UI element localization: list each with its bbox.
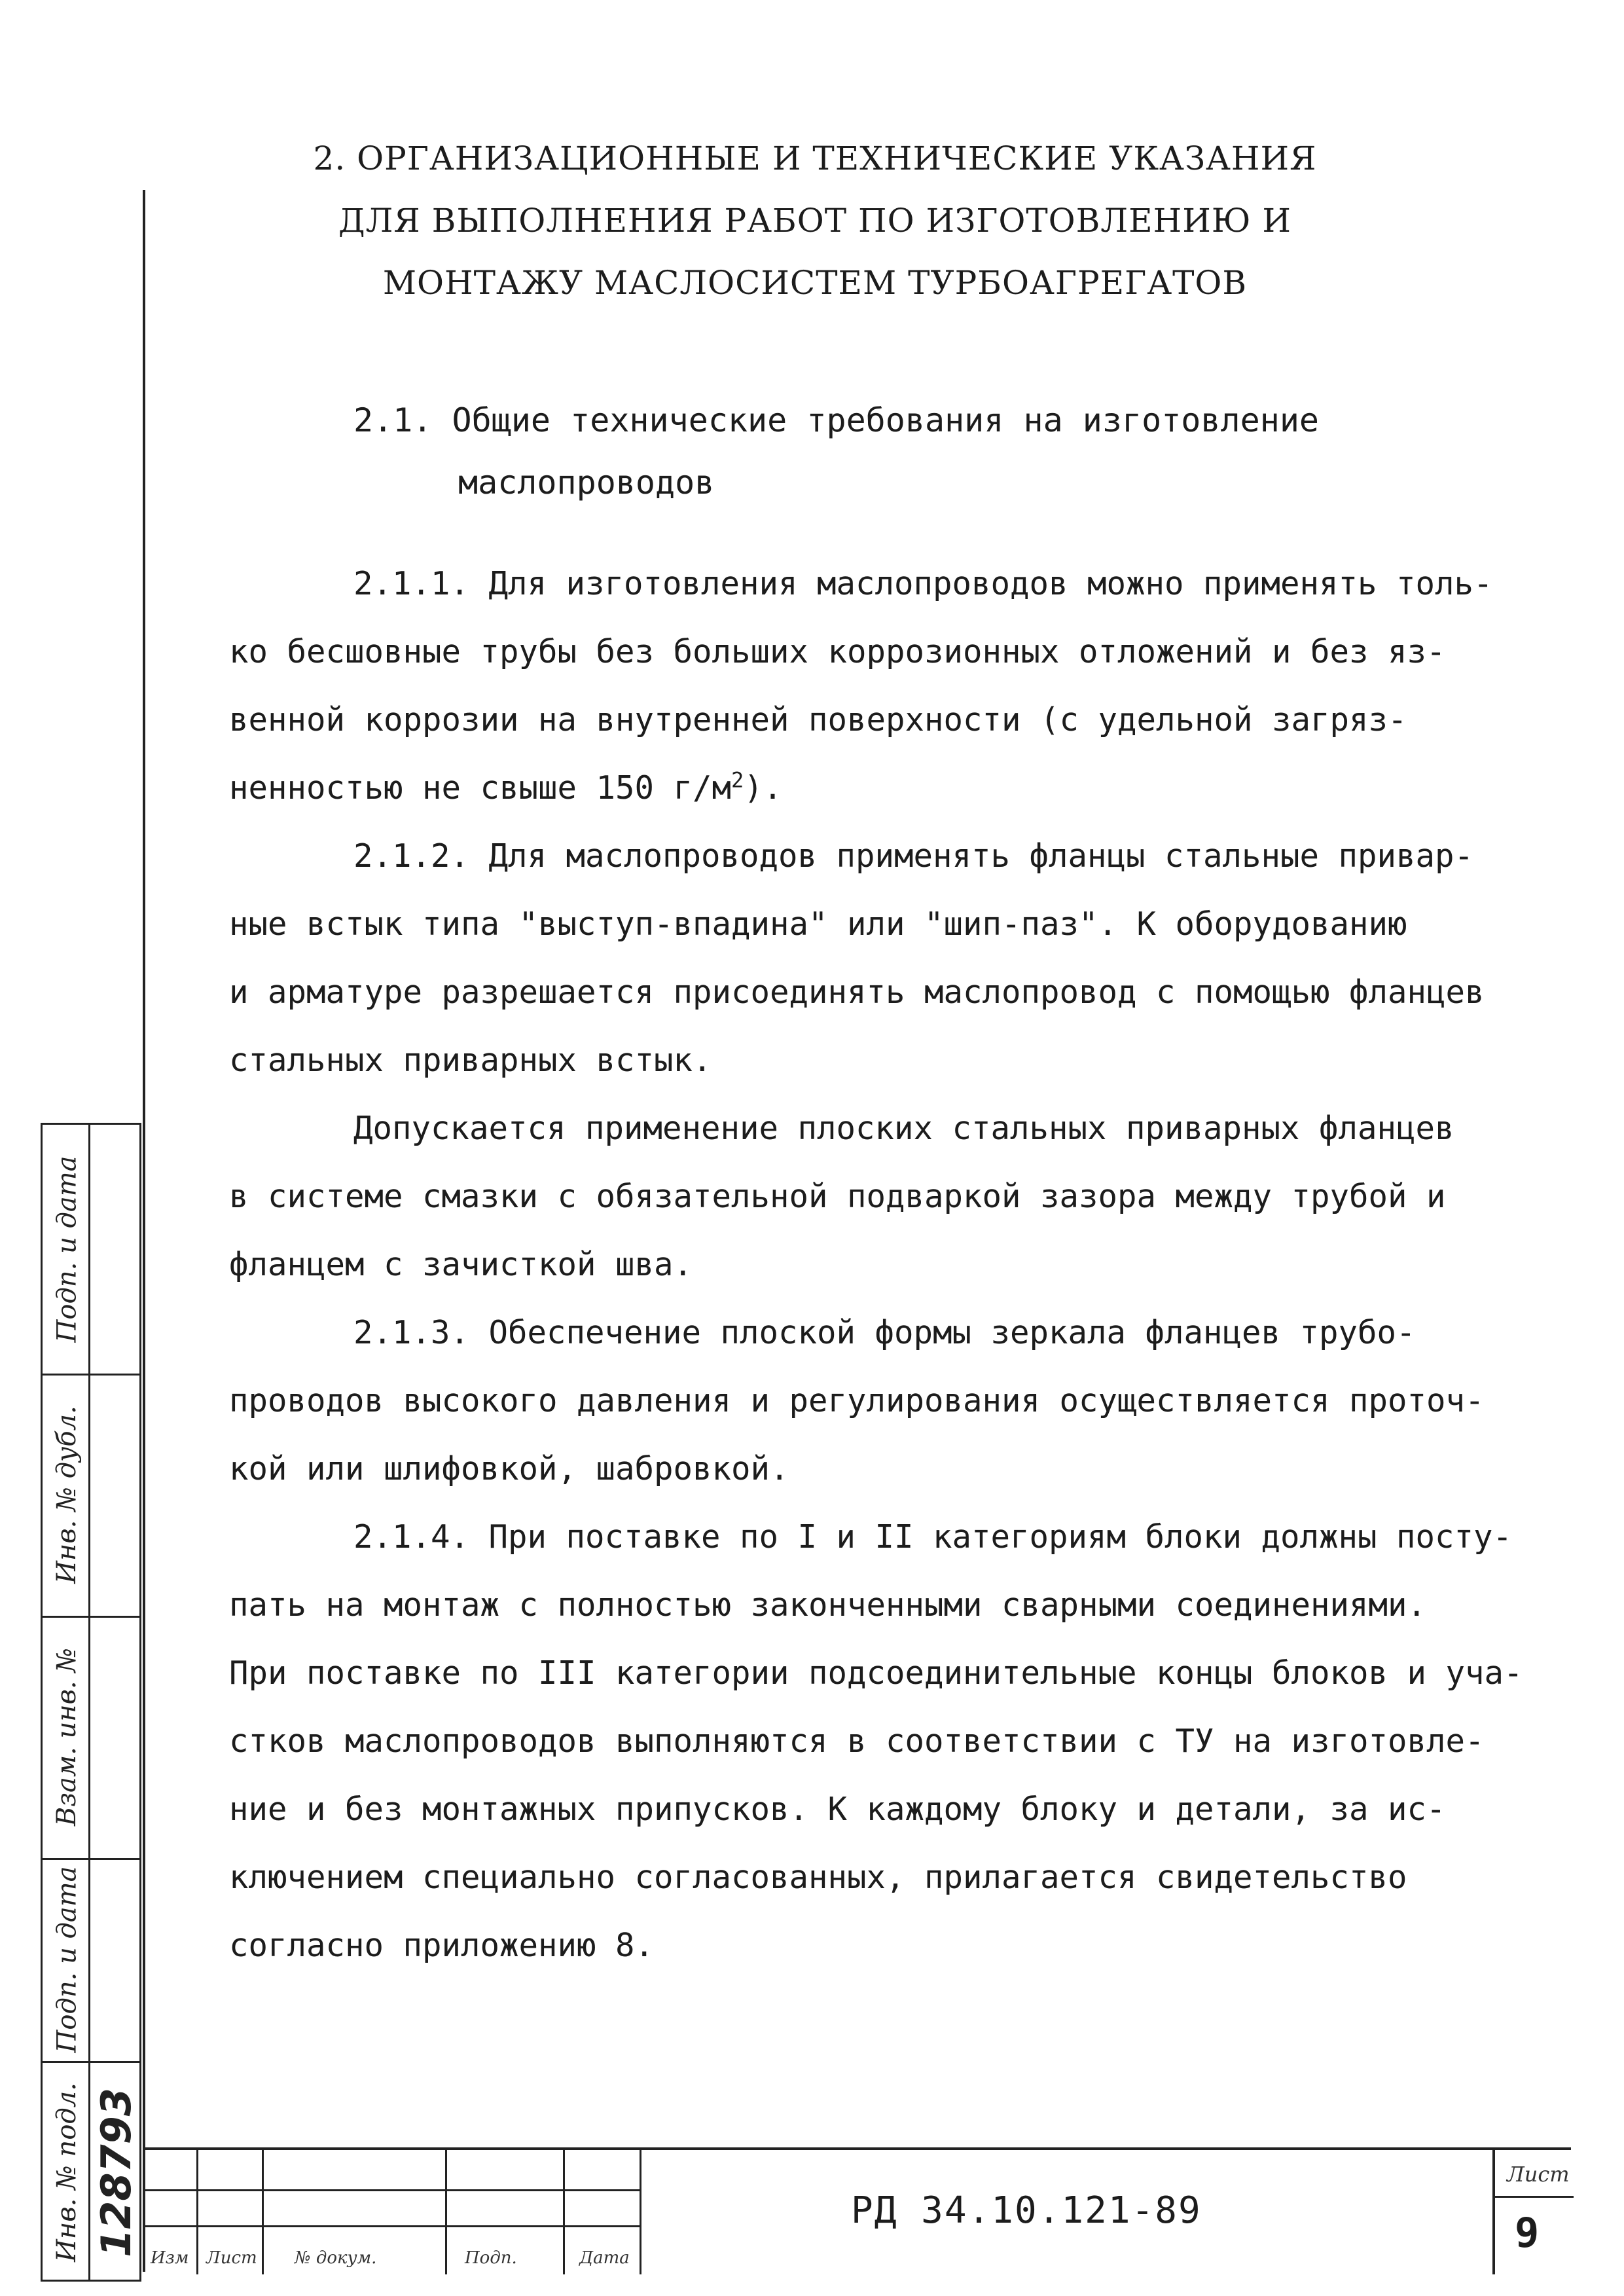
paragraph-line: 2.1.2. Для маслопроводов применять фланцы стальные привар-: [353, 837, 1474, 875]
paragraph-line: При поставке по III категории подсоединительные концы блоков и уча-: [229, 1654, 1523, 1692]
paragraph-line: [229, 754, 1538, 822]
column-label-document: № докум.: [295, 2248, 377, 2268]
stamp-label-signature-date-2: Подп. и дата: [52, 1866, 82, 2053]
paragraph-line: проводов высокого давления и регулирования осуществляется проточ-: [229, 1382, 1485, 1419]
sheet-box: [1492, 2150, 1574, 2274]
paragraph-line: ние и без монтажных припусков. К каждому блоку и детали, за ис-: [229, 1791, 1446, 1828]
stamp-label-original-inv: Инв. № подл.: [52, 2083, 82, 2262]
grid-line: [445, 2150, 447, 2274]
paragraph-line: 2.1.4. При поставке по I и II категориям блоки должны посту-: [353, 1518, 1513, 1556]
revision-grid: [144, 2150, 641, 2274]
inventory-number: 128793: [92, 2087, 140, 2257]
paragraph-line: фланцем с зачисткой шва.: [229, 1246, 693, 1283]
stamp-label-replacement-inv: Взам. инв. №: [52, 1647, 82, 1827]
left-margin-rule: [143, 190, 145, 2272]
heading-line: МОНТАЖУ МАСЛОСИСТЕМ ТУРБОАГРЕГАТОВ: [382, 264, 1248, 302]
sheet-label: Лист: [1507, 2162, 1570, 2187]
paragraph-text: ненностью не свыше 150 г/м: [229, 769, 732, 807]
paragraph-line: ко бесшовные трубы без больших коррозионных отложений и без яз-: [229, 633, 1446, 670]
column-label-sheet: Лист: [206, 2248, 257, 2268]
subsection-heading: [353, 390, 1597, 514]
paragraph-line: в системе смазки с обязательной подваркой зазора между трубой и: [229, 1178, 1446, 1215]
column-label-change: Изм: [151, 2248, 189, 2268]
paragraph-line: Допускается применение плоских стальных приварных фланцев: [353, 1110, 1454, 1147]
title-block: [144, 2147, 1571, 2274]
paragraph-line: 2.1.1. Для изготовления маслопроводов можно применять толь-: [353, 565, 1493, 602]
heading-line: ДЛЯ ВЫПОЛНЕНИЯ РАБОТ ПО ИЗГОТОВЛЕНИЮ И: [338, 202, 1291, 240]
column-label-signature: Подп.: [465, 2248, 517, 2268]
paragraph-line: ные встык типа "выступ-впадина" или "шип-паз". К оборудованию: [229, 905, 1407, 943]
grid-line: [1495, 2196, 1574, 2198]
paragraph-line: венной коррозии на внутренней поверхности (с удельной загряз-: [229, 701, 1407, 738]
document-code: РД 34.10.121-89: [851, 2189, 1202, 2232]
paragraph-line: кой или шлифовкой, шабровкой.: [229, 1450, 789, 1487]
stamp-label-duplicate-inv: Инв. № дубл.: [52, 1406, 82, 1584]
paragraph-line: 2.1.3. Обеспечение плоской формы зеркала фланцев трубо-: [353, 1314, 1416, 1351]
paragraph-line: стков маслопроводов выполняются в соответствии с ТУ на изготовле-: [229, 1722, 1485, 1760]
subheading-line: маслопроводов: [458, 464, 715, 501]
paragraph-text: ).: [744, 769, 783, 807]
stamp-label-signature-date: Подп. и дата: [52, 1156, 82, 1343]
paragraph-line: ключением специально согласованных, прилагается свидетельство: [229, 1859, 1407, 1896]
body-text: [229, 550, 1538, 1980]
paragraph-line: стальных приварных встык.: [229, 1042, 712, 1079]
grid-line: [262, 2150, 264, 2274]
grid-line: [144, 2189, 641, 2191]
grid-line: [563, 2150, 565, 2274]
grid-line: [196, 2150, 198, 2274]
section-heading: [275, 128, 1355, 314]
subheading-line: 2.1. Общие технические требования на изготовление: [353, 401, 1320, 439]
grid-line: [144, 2225, 641, 2227]
column-label-date: Дата: [579, 2248, 630, 2268]
stamp-divider: [88, 1125, 90, 2280]
paragraph-line: согласно приложению 8.: [229, 1927, 655, 1964]
grid-line: [640, 2150, 641, 2274]
paragraph-line: и арматуре разрешается присоединять маслопровод с помощью фланцев: [229, 974, 1485, 1011]
paragraph-line: пать на монтаж с полностью законченными сварными соединениями.: [229, 1586, 1427, 1624]
left-stamp-frame: [41, 1123, 141, 2282]
sheet-number: 9: [1515, 2209, 1540, 2257]
superscript: 2: [731, 767, 744, 793]
heading-line: 2. ОРГАНИЗАЦИОННЫЕ И ТЕХНИЧЕСКИЕ УКАЗАНИЯ: [313, 139, 1317, 177]
